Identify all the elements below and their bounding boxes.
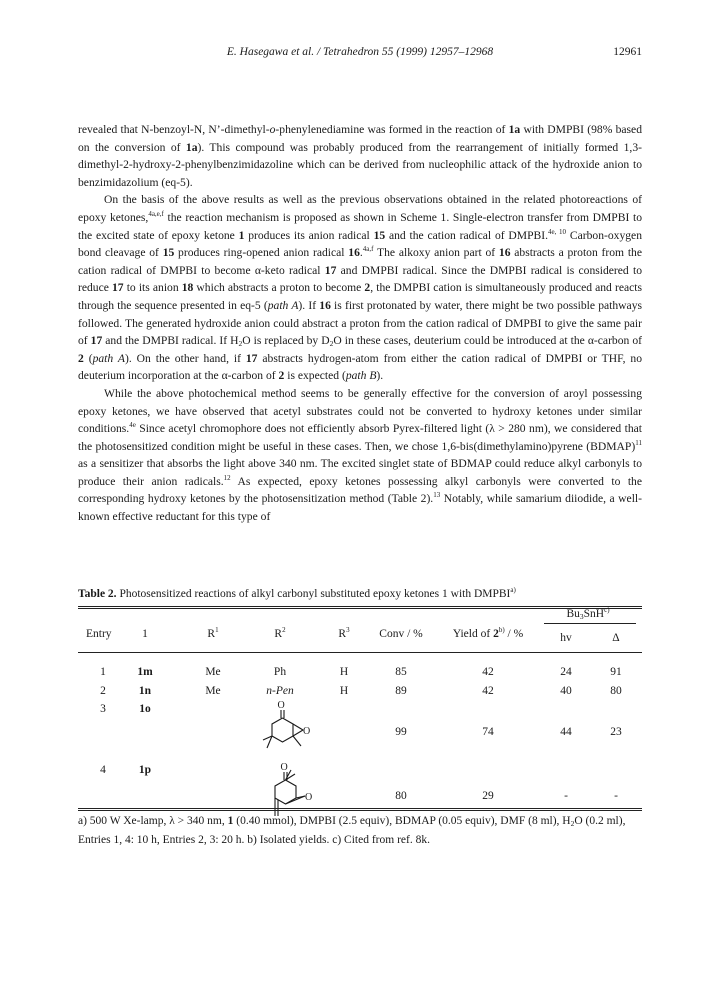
paragraph-2-segment: 4a,f xyxy=(362,245,374,254)
table-bottom-rule-2 xyxy=(78,810,642,811)
paragraph-2-segment: the reaction mechanism is proposed as shown in Scheme 1. Single-electron transfer from DMPBI to the excited state of epoxy ketone xyxy=(78,210,643,242)
table-top-rule-2 xyxy=(78,608,642,609)
paragraph-2-segment: and the DMPBI radical. If H xyxy=(102,334,239,348)
row1-r2: Ph xyxy=(273,666,287,678)
epoxide-oxygen-label: O xyxy=(305,792,313,803)
running-header xyxy=(0,46,720,62)
row2-compound: 1n xyxy=(138,685,152,697)
paragraph-2-segment: path A xyxy=(92,351,125,365)
epoxide-oxygen-label: O xyxy=(303,726,311,737)
paragraph-2-segment: produces ring-opened anion radical xyxy=(174,246,349,260)
group-header-rule xyxy=(544,623,636,624)
paragraph-2-segment: 17 xyxy=(324,263,337,277)
table-bottom-rule xyxy=(78,808,642,809)
row2-r3: H xyxy=(339,685,349,697)
row2-conversion: 89 xyxy=(395,685,407,697)
paragraph-2-segment: 17 xyxy=(90,334,103,348)
row4-compound: 1p xyxy=(138,764,152,776)
row2-delta: 80 xyxy=(610,685,622,697)
col-header-r3: $R^3$ xyxy=(338,626,350,640)
paragraph-3-segment: 11 xyxy=(635,438,642,447)
paragraph-3-segment: Notably, while samarium diiodide, a well-known effective reductant for this type of xyxy=(78,492,643,524)
paragraph-3-segment: As expected, epoxy ketones possessing alkyl carbonyls were converted to the corresponding hydroxy ketones by the photosensitization method (Table 2). xyxy=(78,474,642,506)
paragraph-2-segment: abstracts hydrogen-atom from either the cation radical of DMPBI or THF, no deuterium incorporation at the α-carbon of xyxy=(78,351,643,383)
row1-entry: 1 xyxy=(100,666,106,678)
row3-delta: 23 xyxy=(610,726,622,738)
paragraph-1-segment: 1a xyxy=(508,123,521,136)
row4-delta: - xyxy=(614,790,618,802)
paragraph-2-segment: path A xyxy=(267,298,299,312)
paragraph-2-segment: . xyxy=(359,246,363,260)
paragraph-2-segment: ). If xyxy=(298,298,320,312)
paragraph-3 xyxy=(78,385,642,526)
footnote-segment: O (0.2 ml), Entries 1, 4: 10 h, Entries 2, 3: 20 h. b) Isolated yields. c) Cited from ref. 8k. xyxy=(78,815,626,846)
paragraph-2-segment: 2 xyxy=(238,339,243,349)
paragraph-2-segment: 2 xyxy=(329,339,334,349)
paragraph-2-segment: 17 xyxy=(245,351,258,365)
table-caption-footnote-mark: a) xyxy=(510,586,516,594)
row3-conversion: 99 xyxy=(395,726,407,738)
col-header-yield: Yield of 2$^{b)}$ / % xyxy=(452,626,524,640)
row4-conversion: 80 xyxy=(395,790,407,802)
col-header-r1: $R^1$ xyxy=(207,626,219,640)
col-header-conversion: Conv / % xyxy=(379,628,423,640)
paragraph-2-segment: O in these cases, deuterium could be introduced at the α-carbon of xyxy=(333,334,642,348)
footnote-segment: 1 xyxy=(227,815,234,827)
paragraph-1-segment: ). This compound was probably produced from the rearrangement of initially formed 1,3-dimethyl-2-hydroxy-2-phenylbenzimidazoline which can be derived from nucleophilic attack of the hydroxide anion to benzimidazolium (eq-5). xyxy=(78,140,642,189)
table-caption-label: Table 2. xyxy=(78,588,117,600)
paragraph-2-segment: 17 xyxy=(112,281,124,295)
row1-r3: H xyxy=(339,666,349,678)
paragraph-3-segment: 12 xyxy=(223,473,231,482)
paragraph-2-segment: is first protonated by water, there might be two possible pathways followed. The generated hydroxide anion could abstract a proton from the cation radical of DMPBI to give the same pair of xyxy=(78,298,642,348)
table-top-rule xyxy=(78,606,642,607)
paragraph-2-segment: which abstracts a proton to become xyxy=(193,281,365,295)
paragraph-2-segment: abstracts a proton from the cation radical of DMPBI to become α-keto radical xyxy=(78,246,642,277)
row1-compound: 1m xyxy=(137,666,153,678)
paragraph-2-segment: The alkoxy anion part of xyxy=(373,246,499,260)
row1-r1: Me xyxy=(205,666,221,678)
paragraph-1 xyxy=(78,121,642,191)
paragraph-2-segment: 4a,e,f xyxy=(148,209,164,218)
paragraph-2-segment: 2 xyxy=(364,281,371,295)
paragraph-2-segment: and DMPBI radical. Since the DMPBI radical is considered to reduce xyxy=(78,263,642,295)
row1-hv: 24 xyxy=(560,666,572,678)
row2-r1: Me xyxy=(205,685,221,697)
row3-entry: 3 xyxy=(100,703,106,715)
paragraph-2-segment: 16 xyxy=(498,246,511,260)
paragraph-2-segment: and the cation radical of DMPBI. xyxy=(385,228,549,242)
row3-compound: 1o xyxy=(139,703,151,715)
running-head-citation: E. Hasegawa et al. / Tetrahedron 55 (1999) 12957–12968 xyxy=(226,46,494,58)
structure-1o xyxy=(243,696,323,760)
row3-yield: 74 xyxy=(482,726,494,738)
row1-delta: 91 xyxy=(610,666,622,678)
paragraph-3-segment: 13 xyxy=(433,491,441,500)
row3-hv: 44 xyxy=(560,726,572,738)
col-header-hv: hv xyxy=(560,632,572,644)
table-caption-text: Photosensitized reactions of alkyl carbonyl substituted epoxy ketones 1 with DMPBI xyxy=(116,588,511,600)
row2-hv: 40 xyxy=(560,685,572,697)
group-header-bu3snh: $Bu_3SnH^{c)}$ xyxy=(566,606,610,621)
paragraph-2-segment: to its anion xyxy=(123,281,182,295)
paragraph-2-segment: 4e, 10 xyxy=(548,227,567,236)
paragraph-3-segment: as a sensitizer that absorbs the light above 340 nm. The excited singlet state of BDMAP could reduce alkyl carbonyls to produce their anion radicals. xyxy=(78,457,642,488)
paragraph-2-segment: 15 xyxy=(373,228,386,242)
col-header-delta: Δ xyxy=(612,632,620,644)
paragraph-2-segment: ). xyxy=(376,369,384,383)
paragraph-1-segment: o xyxy=(269,123,276,136)
paragraph-2-segment: 18 xyxy=(181,281,194,295)
paragraph-1-segment: -phenylenediamine was formed in the reaction of xyxy=(275,123,509,136)
paragraph-2-segment: O is replaced by D xyxy=(242,334,330,348)
row2-r2: n-Pen xyxy=(266,685,294,697)
paragraph-2-segment: On the basis of the above results as well as the previous observations obtained in the related photoreactions of epoxy ketones, xyxy=(78,193,642,224)
paragraph-2-segment: 2 xyxy=(78,351,84,365)
table-header-rule xyxy=(78,652,642,653)
paragraph-2-segment: ( xyxy=(83,351,93,365)
paragraph-2-segment: Carbon-oxygen bond cleavage of xyxy=(78,228,642,260)
carbonyl-oxygen-label: O xyxy=(280,762,288,773)
footnote-segment: (0.40 mmol), DMPBI (2.5 equiv), BDMAP (0.05 equiv), DMF (8 ml), H xyxy=(233,815,571,827)
page-number: 12961 xyxy=(613,46,642,58)
paragraph-2-segment: , the DMPBI cation is simultaneously produced and reacts through the sequence presented in eq-5 ( xyxy=(78,281,642,312)
carbonyl-oxygen-label: O xyxy=(277,700,285,711)
paragraph-3-segment: While the above photochemical method seems to be generally effective for the conversion of aroyl possessing epoxy ketones, we have observed that acetyl substrates could not be converted to hydroxy ketones under similar conditions. xyxy=(78,386,642,436)
col-header-entry: Entry xyxy=(86,628,112,640)
table-footnote xyxy=(78,812,638,850)
col-header-compound: 1 xyxy=(142,628,148,640)
paragraph-2-segment: 2 xyxy=(278,369,285,383)
footnote-segment: a) 500 W Xe-lamp, λ > 340 nm, xyxy=(78,815,228,827)
paragraph-2-segment: produces its anion radical xyxy=(244,228,374,242)
paragraph-2-segment: path B xyxy=(345,369,377,383)
row4-entry: 4 xyxy=(100,764,106,776)
paragraph-3-segment: 4e xyxy=(129,421,136,430)
body-text xyxy=(78,121,642,526)
paragraph-2-segment: is expected ( xyxy=(284,369,346,383)
footnote-segment: 2 xyxy=(570,819,575,828)
paragraph-2-segment: 16 xyxy=(319,298,331,312)
paragraph-2-segment: 15 xyxy=(162,246,175,260)
row1-conversion: 85 xyxy=(395,666,407,678)
row2-yield: 42 xyxy=(482,685,494,697)
row4-yield: 29 xyxy=(482,790,494,802)
table-caption xyxy=(78,588,642,600)
paragraph-1-segment: revealed that N-benzoyl-N, N’-dimethyl- xyxy=(78,123,270,136)
row1-yield: 42 xyxy=(482,666,494,678)
col-header-r2: $R^2$ xyxy=(274,626,286,640)
paragraph-2 xyxy=(78,191,642,385)
paragraph-1-segment: 1a xyxy=(185,140,198,154)
row2-entry: 2 xyxy=(100,685,106,697)
paragraph-3-segment: Since acetyl chromophore does not efficiently absorb Pyrex-filtered light (λ > 280 nm), we considered that the photosensitized condition might be useful in these cases. Then, we chose 1,6-bis(dimethylamino)pyrene (BDMAP) xyxy=(78,422,642,453)
paragraph-2-segment: 1 xyxy=(238,228,245,242)
paragraph-1-segment: with DMPBI (98% based on the conversion of xyxy=(78,123,642,154)
paragraph-2-segment: 16 xyxy=(348,246,360,260)
paragraph-2-segment: ). On the other hand, if xyxy=(124,351,246,365)
row4-hv: - xyxy=(564,790,568,802)
